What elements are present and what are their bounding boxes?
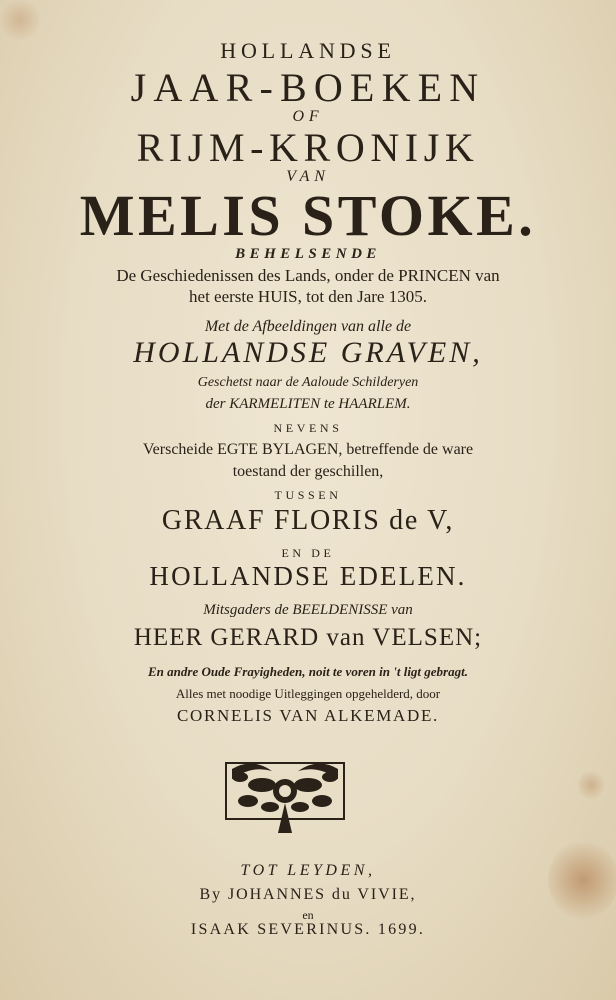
text-line-eerste-huis: het eerste HUIS, tot den Jare 1305. xyxy=(189,287,427,306)
imprint-line-leyden: TOT LEYDEN, xyxy=(240,862,376,879)
title-line-van: VAN xyxy=(286,168,330,185)
text-line-mitsgaders: Mitsgaders de BEELDENISSE van xyxy=(203,602,413,618)
text-line-egte-bylagen: Verscheide EGTE BYLAGEN, betreffende de ware xyxy=(142,441,474,458)
text-line-oude-frayigheden: En andre Oude Frayigheden, noit te voren in 't ligt gebragt. xyxy=(148,664,468,679)
text-line-uitleggingen: Alles met noodige Uitleggingen opgehelderd, door xyxy=(175,686,441,701)
floral-ornament-icon xyxy=(222,757,348,835)
title-line-hollandse: HOLLANDSE xyxy=(220,38,396,63)
title-line-behelsende: BEHELSENDE xyxy=(235,246,381,262)
imprint-line-en: en xyxy=(302,908,314,922)
foxing-stain xyxy=(0,0,40,40)
title-line-of: OF xyxy=(292,108,324,125)
imprint-line-severinus: ISAAK SEVERINUS. 1699. xyxy=(190,921,426,938)
text-line-karmeliten: der KARMELITEN te HAARLEM. xyxy=(205,396,411,412)
text-line-geschiedenissen: De Geschiedenissen des Lands, onder de PRINCEN van xyxy=(116,266,500,285)
title-line-melis-stoke: MELIS STOKE. xyxy=(79,183,537,248)
text-line-tussen: TUSSEN xyxy=(274,488,342,502)
title-line-hollandse-graven: HOLLANDSE GRAVEN, xyxy=(133,336,483,369)
title-line-jaar-boeken: JAAR-BOEKEN xyxy=(130,65,486,110)
title-line-author: CORNELIS VAN ALKEMADE. xyxy=(176,706,440,725)
text-line-nevens: NEVENS xyxy=(273,421,343,435)
text-line-geschetst: Geschetst naar de Aaloude Schilderyen xyxy=(197,375,419,390)
title-line-graaf-floris: GRAAF FLORIS de V, xyxy=(161,505,455,536)
title-line-hollandse-edelen: HOLLANDSE EDELEN. xyxy=(149,561,467,591)
text-line-en-de: EN DE xyxy=(281,546,335,560)
text-line-afbeeldingen: Met de Afbeeldingen van alle de xyxy=(204,318,412,335)
foxing-stain xyxy=(578,770,604,800)
imprint-line-printer: By JOHANNES du VIVIE, xyxy=(199,886,417,903)
text-line-toestand: toestand der geschillen, xyxy=(232,463,384,480)
title-line-gerard-van-velsen: HEER GERARD van VELSEN; xyxy=(133,624,483,651)
title-line-rijm-kronijk: RIJM-KRONIJK xyxy=(136,125,480,170)
